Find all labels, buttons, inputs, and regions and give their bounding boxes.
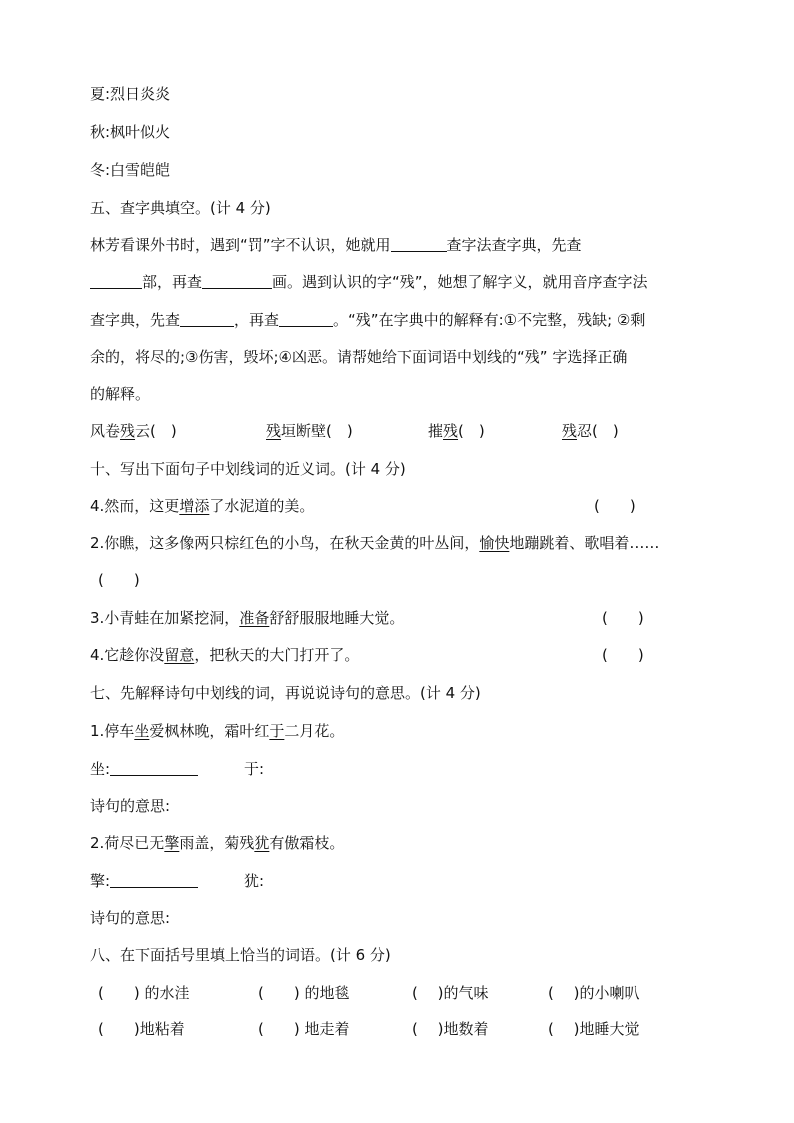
season-summer: 夏:烈日炎炎	[90, 85, 171, 103]
poem-line-2	[90, 833, 344, 853]
section5-line1	[90, 235, 582, 255]
poem2-explain	[90, 871, 198, 891]
answer-blank[interactable]	[180, 310, 234, 327]
text: 部，再查	[142, 273, 203, 291]
answer-paren[interactable]: ( )	[594, 497, 636, 515]
text: 1.停车	[90, 722, 135, 740]
answer-paren[interactable]: 忍( )	[577, 422, 619, 440]
text: 4.然而，这更	[90, 497, 180, 515]
answer-blank[interactable]	[110, 759, 198, 776]
poem1-explain	[90, 759, 198, 779]
text: 林芳看课外书时，遇到“罚”字不认识，她就用	[90, 236, 391, 254]
text: 风卷	[90, 422, 121, 440]
synonym-q2	[90, 533, 659, 553]
answer-paren[interactable]: 垣断壁( )	[281, 422, 353, 440]
fill-item-4[interactable]: ( )的小喇叭	[548, 984, 640, 1002]
text: 爱枫林晚，霜叶红	[149, 722, 270, 740]
section5-title: 五、查字典填空。(计 4 分)	[90, 199, 271, 217]
answer-blank[interactable]	[110, 871, 198, 888]
poem2-meaning: 诗句的意思:	[90, 909, 171, 927]
text: 了水泥道的美。	[209, 497, 315, 515]
section5-line5: 的解释。	[90, 385, 151, 403]
text: 摧	[428, 422, 444, 440]
fill-item-8[interactable]: ( )地睡大觉	[548, 1020, 640, 1038]
poem1-meaning: 诗句的意思:	[90, 797, 171, 815]
synonym-q1	[90, 496, 314, 516]
word-item-2	[266, 421, 353, 441]
poem-line-1	[90, 721, 344, 741]
underlined-char: 擎	[164, 834, 180, 852]
poem2-label-2: 犹:	[244, 872, 265, 890]
text: 舒舒服服地睡大觉。	[269, 609, 405, 627]
text: 查字典，先查	[90, 311, 181, 329]
text: 4.它趁你没	[90, 646, 165, 664]
word-item-3	[428, 421, 485, 441]
answer-paren[interactable]: ( )	[98, 571, 140, 589]
fill-item-6[interactable]: ( ) 地走着	[258, 1020, 350, 1038]
answer-paren[interactable]: ( )	[602, 646, 644, 664]
label: 坐:	[90, 760, 111, 778]
section10-title: 十、写出下面句子中划线词的近义词。(计 4 分)	[90, 460, 406, 478]
poem1-label-2: 于:	[244, 760, 265, 778]
text: 画。遇到认识的字“残”，她想了解字义，就用音序查字法	[272, 273, 648, 291]
answer-blank[interactable]	[391, 235, 447, 252]
underlined-char: 犹	[254, 834, 270, 852]
answer-blank[interactable]	[279, 310, 333, 327]
answer-paren[interactable]: 云( )	[135, 422, 177, 440]
underlined-word: 愉快	[479, 534, 510, 552]
text: 雨盖，菊残	[179, 834, 255, 852]
fill-item-1[interactable]: ( ) 的水洼	[98, 984, 190, 1002]
text: 2.荷尽已无	[90, 834, 165, 852]
underlined-char: 坐	[134, 722, 150, 740]
text: ，把秋天的大门打开了。	[194, 646, 360, 664]
answer-paren[interactable]: ( )	[602, 609, 644, 627]
season-winter: 冬:白雪皑皑	[90, 161, 171, 179]
answer-blank[interactable]	[202, 272, 272, 289]
section5-line4: 余的，将尽的;③伤害，毁坏;④凶恶。请帮她给下面词语中划线的“残” 字选择正确	[90, 348, 628, 366]
answer-paren[interactable]: ( )	[458, 422, 485, 440]
fill-item-3[interactable]: ( )的气味	[412, 984, 489, 1002]
fill-item-7[interactable]: ( )地数着	[412, 1020, 489, 1038]
fill-item-2[interactable]: ( ) 的地毯	[258, 984, 350, 1002]
text: 。“残”在字典中的解释有:①不完整，残缺; ②剩	[333, 311, 646, 329]
label: 擎:	[90, 872, 111, 890]
underlined-word: 准备	[239, 609, 270, 627]
underlined-char: 于	[269, 722, 285, 740]
synonym-q4	[90, 645, 359, 665]
text: 地蹦跳着、歌唱着……	[509, 534, 660, 552]
answer-blank[interactable]	[90, 272, 142, 289]
word-item-4	[562, 421, 619, 441]
word-item-1	[90, 421, 177, 441]
underlined-word: 增添	[179, 497, 210, 515]
section5-line3	[90, 310, 645, 330]
text: 有傲霜枝。	[269, 834, 345, 852]
text: 查字法查字典，先查	[446, 236, 582, 254]
text: 3.小青蛙在加紧挖洞，	[90, 609, 240, 627]
underlined-char: 残	[120, 422, 136, 440]
section7-title: 七、先解释诗句中划线的词，再说说诗句的意思。(计 4 分)	[90, 684, 481, 702]
section5-line2	[90, 272, 648, 292]
underlined-char: 残	[443, 422, 459, 440]
synonym-q3	[90, 608, 404, 628]
underlined-char: 残	[266, 422, 282, 440]
text: ，再查	[234, 311, 280, 329]
text: 二月花。	[284, 722, 345, 740]
season-autumn: 秋:枫叶似火	[90, 123, 171, 141]
fill-item-5[interactable]: ( )地粘着	[98, 1020, 185, 1038]
underlined-char: 残	[562, 422, 578, 440]
text: 2.你瞧，这多像两只棕红色的小鸟，在秋天金黄的叶丛间，	[90, 534, 480, 552]
underlined-word: 留意	[164, 646, 195, 664]
section8-title: 八、在下面括号里填上恰当的词语。(计 6 分)	[90, 946, 391, 964]
